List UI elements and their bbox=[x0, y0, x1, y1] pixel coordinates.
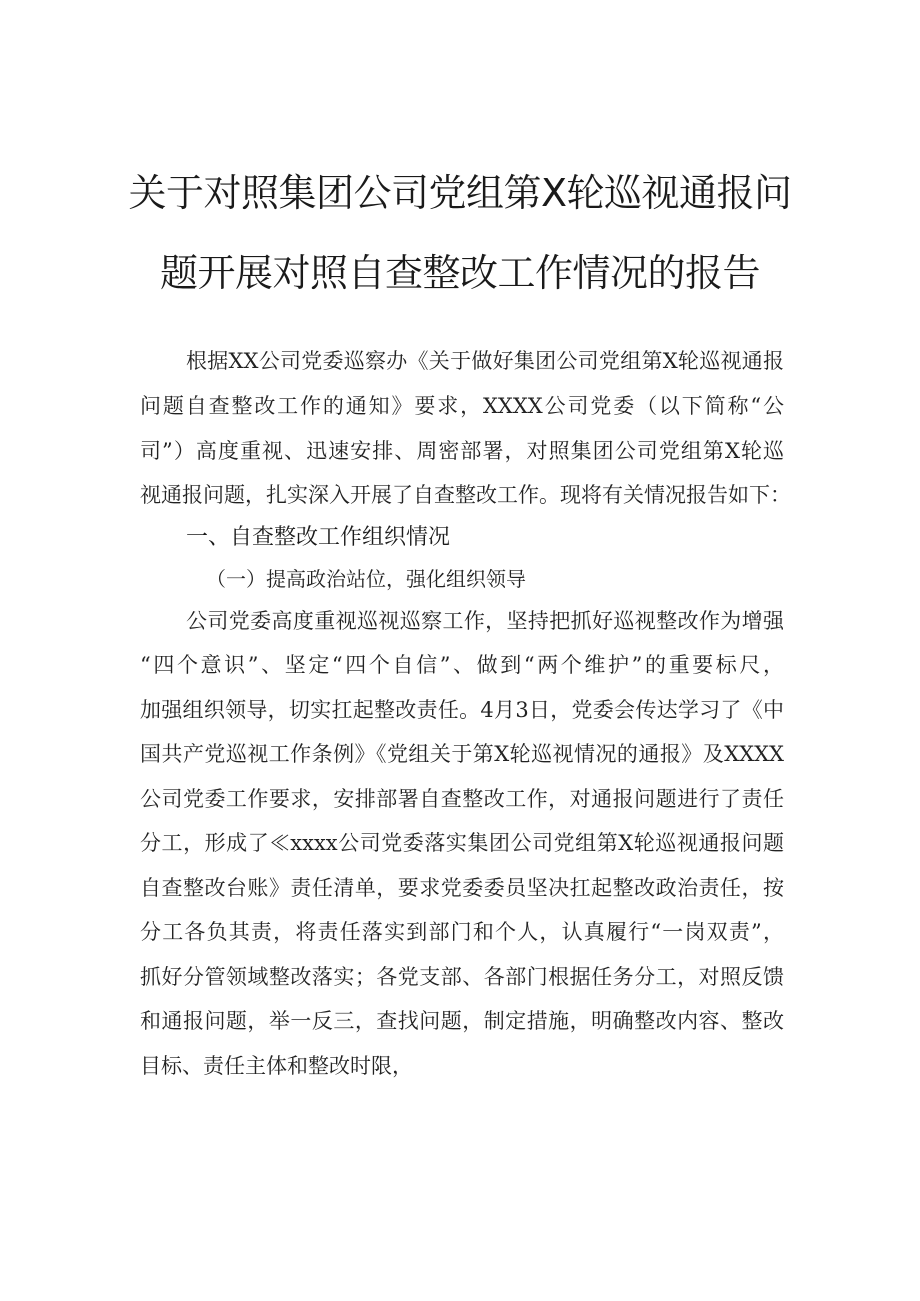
intro-line: 根据XX公司党委巡察办《关于做好集团公司党组第X轮巡视通报 bbox=[186, 349, 784, 373]
paragraph-line: 自查整改台账》责任清单，要求党委委员坚决扛起整改政治责任，按 bbox=[140, 876, 784, 900]
intro-line: 视通报问题，扎实深入开展了自查整改工作。现将有关情况报告如下： bbox=[140, 483, 791, 507]
paragraph-line: 公司党委高度重视巡视巡察工作，坚持把抓好巡视整改作为增强 bbox=[186, 609, 784, 633]
paragraph-line: 公司党委工作要求，安排部署自查整改工作，对通报问题进行了责任 bbox=[140, 787, 784, 811]
paragraph-line: 分工各负其责，将责任落实到部门和个人，认真履行“一岗双责”， bbox=[140, 920, 784, 944]
paragraph-line: 分工，形成了≪xxxx公司党委落实集团公司党组第X轮巡视通报问题 bbox=[140, 831, 784, 855]
intro-line: 问题自查整改工作的通知》要求，XXXX公司党委（以下简称“公 bbox=[140, 394, 784, 418]
subsection-heading: （一）提高政治站位，强化组织领导 bbox=[206, 567, 526, 591]
intro-line: 司”）高度重视、迅速安排、周密部署，对照集团公司党组第X轮巡 bbox=[140, 439, 784, 463]
section-heading: 一、自查整改工作组织情况 bbox=[186, 525, 451, 550]
paragraph-line: 国共产党巡视工作条例》《党组关于第X轮巡视情况的通报》及XXXX bbox=[140, 742, 784, 766]
document-title-line-1: 关于对照集团公司党组第X轮巡视通报问 bbox=[128, 171, 792, 215]
paragraph-line: 目标、责任主体和整改时限， bbox=[140, 1054, 413, 1078]
paragraph-line: 加强组织领导，切实扛起整改责任。4月3日，党委会传达学习了《中 bbox=[140, 698, 784, 722]
paragraph-line: 抓好分管领域整改落实；各党支部、各部门根据任务分工，对照反馈 bbox=[140, 965, 784, 989]
paragraph-line: “四个意识”、坚定“四个自信”、做到“两个维护”的重要标尺， bbox=[140, 653, 784, 677]
document-title-line-2: 题开展对照自查整改工作情况的报告 bbox=[159, 251, 760, 295]
paragraph-line: 和通报问题，举一反三，查找问题，制定措施，明确整改内容、整改 bbox=[140, 1009, 784, 1033]
